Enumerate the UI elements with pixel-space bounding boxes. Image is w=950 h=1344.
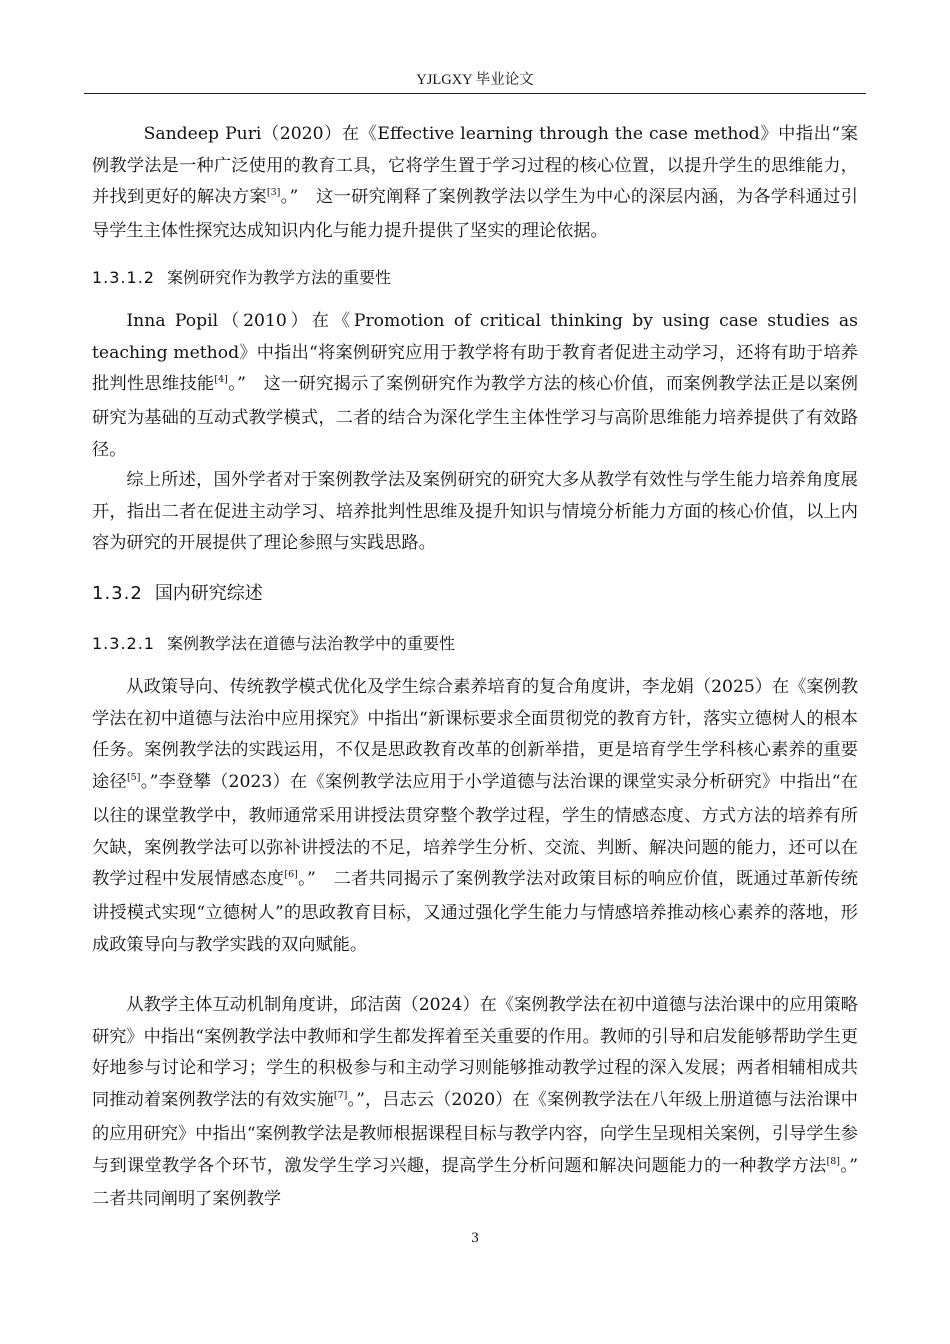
paragraph-inna-popil: [92, 306, 858, 467]
paragraph-text: 。” 这一研究阐释了案例教学法以学生为中心的深层内涵，为各学科通过引导学生主体性探究达成知识内化与能力提升提供了坚实的理论依据。: [92, 187, 858, 242]
page-number: 3: [471, 1230, 479, 1246]
paragraph-text: 。” 二者共同阐明了案例教学: [92, 1155, 876, 1210]
section-heading-1-3-2: [92, 582, 858, 606]
citation-4: [4]: [214, 374, 228, 386]
header-divider: [84, 93, 866, 94]
paragraph-text: 。”，吕志云（2020）在《案例教学法在八年级上册道德与法治课中的应用研究》中指出“案例教学法是教师根据课程目标与教学内容，向学生呈现相关案例，引导学生参与到课堂教学各个环节，激发学生学习兴趣，提高学生分析问题和解决问题能力的一种教学方法: [92, 1090, 858, 1176]
citation-5: [5]: [126, 772, 141, 784]
citation-6: [6]: [284, 869, 298, 881]
section-number: 1.3.2: [92, 583, 143, 604]
paragraph-text: 。”李登攀（2023）在《案例教学法应用于小学道德与法治课的课堂实录分析研究》中指出“在以往的课堂教学中，教师通常采用讲授法贯穿整个教学过程，学生的情感态度、方式方法的培养有所欠缺，案例教学法可以弥补讲授法的不足，培养学生分析、交流、判断、解决问题的能力，还可以在教学过程中发展情感态度: [92, 772, 858, 890]
section-number: 1.3.1.2: [92, 268, 155, 287]
paragraph-text: 。” 二者共同揭示了案例教学法对政策目标的响应价值，既通过革新传统讲授模式实现“立德树人”的思政教育目标，又通过强化学生能力与情感培养推动核心素养的落地，形成政策导向与教学实践的双向赋能。: [92, 869, 858, 955]
citation-7: [7]: [333, 1090, 348, 1102]
citation-3: [3]: [266, 187, 281, 199]
section-title: 国内研究综述: [154, 583, 263, 604]
paragraph-text: Inna Popil（2010）在《Promotion of critical thinking by using case studies as teaching method》中指出“将案例研究应用于教学将有助于教育者促进主动学习，还将有助于培养批判性思维技能: [92, 311, 858, 395]
paragraph-text: 综上所述，国外学者对于案例教学法及案例研究的研究大多从教学有效性与学生能力培养角度展开，指出二者在促进主动学习、培养批判性思维及提升知识与情境分析能力方面的核心价值，以上内容为研究的开展提供了理论参照与实践思路。: [92, 470, 858, 554]
paragraph-sandeep-puri: [92, 119, 858, 248]
page-header: YJLGXY 毕业论文: [416, 72, 534, 88]
paragraph-text: 从政策导向、传统教学模式优化及学生综合素养培育的复合角度讲，李龙娟（2025）在《案例教学法在初中道德与法治中应用探究》中指出“新课标要求全面贯彻党的教育方针，落实立德树人的根本任务。案例教学法的实践运用，不仅是思政教育改革的创新举措，更是培育学生学科核心素养的重要途径: [92, 677, 858, 793]
section-number: 1.3.2.1: [92, 634, 155, 653]
paragraph-interaction-perspective: [92, 990, 876, 1216]
paragraph-text: Sandeep Puri（2020）在《Effective learning through the case method》中指出“案例教学法是一种广泛使用的教育工具，它将学生置于学习过程的核心位置，以提升学生的思维能力，并找到更好的解决方案: [92, 124, 858, 208]
section-title: 案例教学法在道德与法治教学中的重要性: [166, 634, 455, 653]
section-title: 案例研究作为教学方法的重要性: [166, 268, 391, 287]
paragraph-text: 从教学主体互动机制角度讲，邱洁茵（2024）在《案例教学法在初中道德与法治课中的应用策略研究》中指出“案例教学法中教师和学生都发挥着至关重要的作用。教师的引导和启发能够帮助学生更好地参与讨论和学习；学生的积极参与和主动学习则能够推动教学过程的深入发展；两者相辅相成共同推动着案例教学法的有效实施: [92, 995, 858, 1111]
citation-8: [8]: [826, 1155, 841, 1167]
section-heading-1-3-1-2: [92, 267, 858, 289]
paragraph-policy-perspective: [92, 672, 858, 961]
paragraph-text: 。” 这一研究揭示了案例研究作为教学方法的核心价值，而案例教学法正是以案例研究为基础的互动式教学模式，二者的结合为深化学生主体性学习与高阶思维能力培养提供了有效路径。: [92, 374, 858, 460]
section-heading-1-3-2-1: [92, 633, 858, 655]
paragraph-summary: [92, 465, 858, 560]
